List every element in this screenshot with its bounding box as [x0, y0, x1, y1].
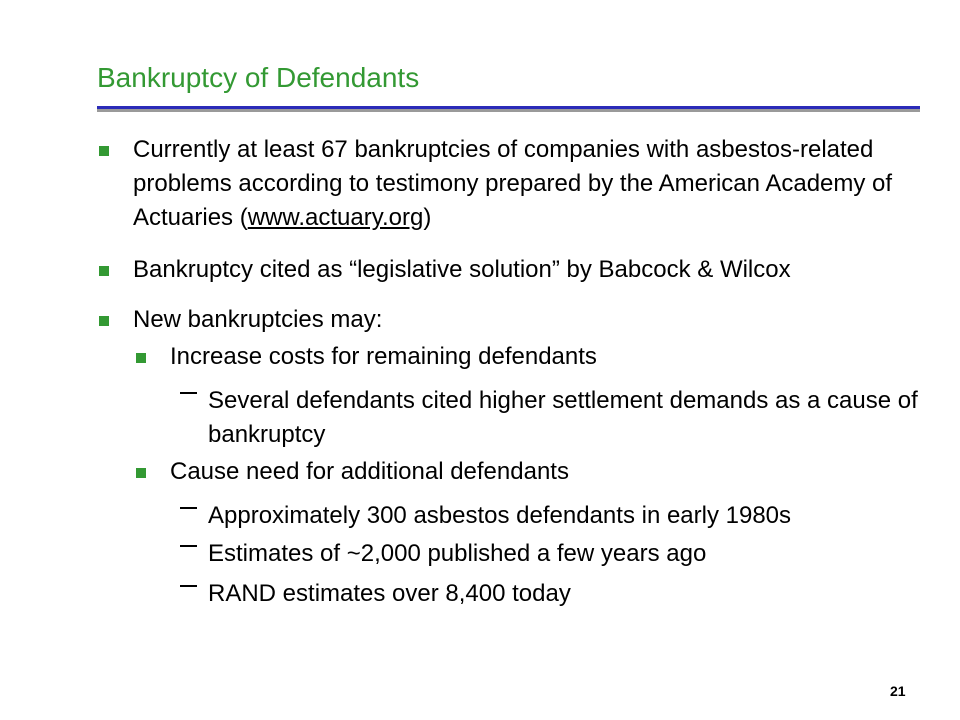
bullet-square-icon	[99, 266, 109, 276]
bullet-text: Bankruptcy cited as “legislative solution” by Babcock & Wilcox	[133, 256, 791, 283]
bullet-bankruptcies-count	[133, 133, 923, 235]
dash-item-text: Several defendants cited higher settlement demands as a cause of bankruptcy	[208, 387, 918, 448]
dash-item-estimates	[208, 537, 918, 571]
actuary-link[interactable]: www.actuary.org	[247, 204, 424, 231]
bullet-square-icon	[99, 316, 109, 326]
dash-item-1980s	[208, 499, 918, 533]
dash-item-text: Estimates of ~2,000 published a few years ago	[208, 540, 707, 567]
dash-icon	[180, 507, 197, 509]
subbullet-increase-costs	[170, 340, 910, 374]
dash-icon	[180, 545, 197, 547]
page-number: 21	[890, 683, 906, 699]
dash-item-rand	[208, 577, 918, 611]
bullet-new-bankruptcies	[133, 303, 923, 337]
title-rule-grey	[97, 109, 920, 112]
bullet-text-close: )	[423, 204, 432, 231]
bullet-text: Currently at least 67 bankruptcies of companies with asbestos-related problems according to testimony prepared by the American Academy of Actuaries (	[133, 136, 893, 231]
bullet-text: New bankruptcies may:	[133, 306, 383, 333]
dash-item-text: Approximately 300 asbestos defendants in early 1980s	[208, 502, 792, 529]
dash-icon	[180, 392, 197, 394]
bullet-legislative-solution	[133, 253, 923, 287]
subbullet-additional-defendants	[170, 455, 910, 489]
bullet-square-icon	[136, 353, 146, 363]
dash-icon	[180, 585, 197, 587]
subbullet-text: Increase costs for remaining defendants	[170, 343, 597, 370]
slide-title: Bankruptcy of Defendants	[97, 62, 420, 93]
subbullet-text: Cause need for additional defendants	[170, 458, 569, 485]
bullet-square-icon	[99, 146, 109, 156]
dash-item-text: RAND estimates over 8,400 today	[208, 580, 571, 607]
dash-item-settlement-demands	[208, 384, 918, 452]
bullet-square-icon	[136, 468, 146, 478]
